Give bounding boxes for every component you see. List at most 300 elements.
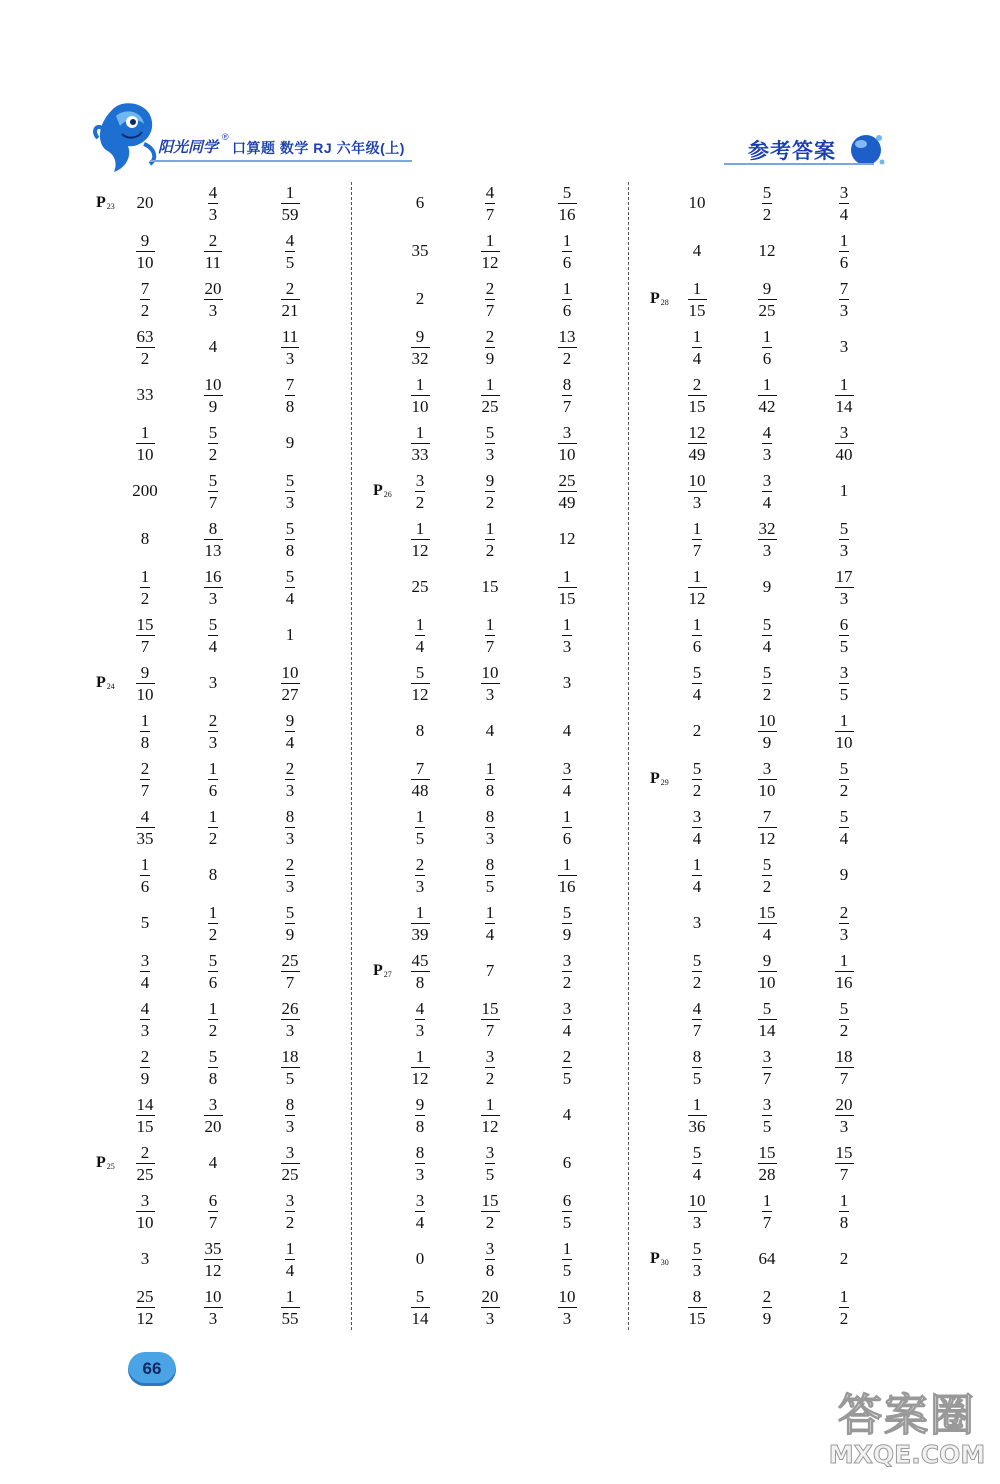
fraction-numerator: 25: [136, 1286, 154, 1306]
fraction-denominator: 10: [136, 684, 154, 704]
answer-cell: [737, 276, 797, 322]
fraction-numerator: 12: [688, 422, 706, 442]
answer-cell: [737, 996, 797, 1042]
fraction-numerator: 25: [558, 470, 576, 490]
answer-cell: [260, 1284, 320, 1330]
answer-cell: [390, 756, 450, 802]
integer-answer: 3: [208, 673, 218, 692]
fraction-denominator: 8: [415, 1116, 425, 1136]
fraction: [762, 664, 773, 703]
fraction-numerator: 5: [839, 806, 849, 826]
fraction-denominator: 7: [485, 300, 495, 320]
fraction: [692, 952, 703, 991]
fraction-denominator: 5: [562, 1260, 572, 1280]
fraction-numerator: 1: [692, 278, 702, 298]
fraction-denominator: 9: [762, 1308, 772, 1328]
fraction-numerator: 4: [208, 182, 218, 202]
fraction-numerator: 3: [285, 1142, 295, 1162]
fraction: [411, 904, 430, 943]
fraction-denominator: 4: [762, 636, 772, 656]
fraction-denominator: 9: [485, 348, 495, 368]
fraction: [415, 616, 426, 655]
answer-cell: [115, 1188, 175, 1234]
fraction: [758, 712, 777, 751]
fraction-numerator: 3: [285, 1190, 295, 1210]
fraction: [208, 1000, 219, 1039]
page-ref-number: 30: [660, 1257, 669, 1267]
fraction-numerator: 3: [692, 806, 702, 826]
answer-cell: [537, 420, 597, 466]
answer-cell: [115, 516, 175, 562]
fraction-denominator: 5: [762, 1116, 772, 1136]
fraction-denominator: 2: [839, 1308, 849, 1328]
fraction-denominator: 2: [208, 444, 218, 464]
fraction-denominator: 2: [562, 348, 572, 368]
answer-cell: [390, 180, 450, 226]
integer-answer: 4: [562, 721, 572, 740]
fraction-numerator: 5: [692, 662, 702, 682]
fraction: [204, 1240, 223, 1279]
answer-cell: [460, 660, 520, 706]
answer-cell: [183, 804, 243, 850]
fraction: [208, 424, 219, 463]
answer-cell: [737, 1044, 797, 1090]
fraction-numerator: 2: [140, 758, 150, 778]
answer-cell: [667, 564, 727, 610]
answer-cell: [115, 1092, 175, 1138]
integer-answer: 6: [562, 1153, 572, 1172]
fraction: [281, 1000, 300, 1039]
answer-cell: [260, 1092, 320, 1138]
fraction: [562, 616, 573, 655]
fraction: [839, 280, 850, 319]
answer-cell: [390, 996, 450, 1042]
fraction-numerator: 9: [140, 662, 150, 682]
answer-cell: [667, 612, 727, 658]
fraction-denominator: 14: [411, 1308, 429, 1328]
fraction: [136, 616, 155, 655]
fraction-numerator: 18: [281, 1046, 299, 1066]
answer-cell: [814, 996, 874, 1042]
answer-cell: [115, 1140, 175, 1186]
fraction: [485, 328, 496, 367]
fraction-denominator: 4: [839, 828, 849, 848]
fraction: [692, 760, 703, 799]
fraction: [415, 1000, 426, 1039]
fraction-numerator: 6: [562, 1190, 572, 1210]
fraction: [285, 1096, 296, 1135]
fraction-denominator: 2: [285, 1212, 295, 1232]
fraction-numerator: 1: [208, 998, 218, 1018]
fraction-numerator: 15: [835, 1142, 853, 1162]
fraction-denominator: 9: [285, 924, 295, 944]
answer-cell: [537, 276, 597, 322]
fraction: [692, 616, 703, 655]
fraction-numerator: 1: [839, 710, 849, 730]
column-divider: [351, 182, 352, 1330]
fraction-numerator: 20: [204, 278, 222, 298]
fraction-denominator: 7: [485, 1020, 495, 1040]
fraction-numerator: 1: [562, 854, 572, 874]
fraction-denominator: 2: [208, 1020, 218, 1040]
fraction: [285, 472, 296, 511]
fraction: [415, 808, 426, 847]
fraction-numerator: 8: [285, 806, 295, 826]
answer-cell: [183, 1236, 243, 1282]
fraction-denominator: 12: [411, 1068, 429, 1088]
fraction-numerator: 5: [562, 902, 572, 922]
answer-cell: [814, 1092, 874, 1138]
fraction-numerator: 1: [762, 1190, 772, 1210]
page-ref-number: 27: [383, 969, 392, 979]
answer-cell: [115, 324, 175, 370]
fraction: [285, 856, 296, 895]
fraction: [485, 280, 496, 319]
answer-cell: [737, 948, 797, 994]
fraction-denominator: 59: [281, 204, 299, 224]
fraction: [562, 376, 573, 415]
answer-cell: [737, 1188, 797, 1234]
answer-cell: [814, 180, 874, 226]
fraction-numerator: 5: [415, 1286, 425, 1306]
fraction-numerator: 9: [762, 950, 772, 970]
fraction-denominator: 20: [204, 1116, 222, 1136]
answer-cell: [814, 948, 874, 994]
answer-cell: [390, 1236, 450, 1282]
fraction-denominator: 4: [692, 1164, 702, 1184]
fraction-denominator: 2: [762, 204, 772, 224]
integer-answer: 8: [415, 721, 425, 740]
answer-cell: [115, 276, 175, 322]
page-ref-label: [373, 948, 392, 994]
fraction-numerator: 1: [415, 902, 425, 922]
answer-cell: [460, 1092, 520, 1138]
integer-answer: 4: [485, 721, 495, 740]
fraction-denominator: 9: [762, 732, 772, 752]
watermark: [822, 1392, 992, 1480]
fraction: [562, 808, 573, 847]
fraction-denominator: 10: [411, 396, 429, 416]
fraction-denominator: 2: [839, 780, 849, 800]
answer-cell: [390, 612, 450, 658]
fraction: [758, 808, 777, 847]
fraction-denominator: 12: [688, 588, 706, 608]
fraction-denominator: 7: [692, 540, 702, 560]
integer-answer: 64: [758, 1249, 776, 1268]
fraction: [558, 328, 577, 367]
fraction: [485, 1048, 496, 1087]
integer-answer: 25: [411, 577, 429, 596]
fraction-numerator: 10: [281, 662, 299, 682]
header-rule-right: [724, 163, 874, 165]
answer-cell: [183, 468, 243, 514]
fraction-numerator: 2: [762, 1286, 772, 1306]
fraction-numerator: 1: [562, 230, 572, 250]
fraction-denominator: 4: [562, 1020, 572, 1040]
fraction: [688, 280, 707, 319]
fraction-denominator: 4: [692, 828, 702, 848]
answer-cell: [737, 1284, 797, 1330]
fraction-denominator: 10: [835, 732, 853, 752]
fraction: [204, 232, 222, 271]
fraction-denominator: 4: [285, 1260, 295, 1280]
fraction-denominator: 3: [839, 924, 849, 944]
fraction-numerator: 5: [285, 566, 295, 586]
fraction: [281, 952, 300, 991]
integer-answer: 9: [762, 577, 772, 596]
answer-cell: [115, 468, 175, 514]
fraction: [839, 904, 850, 943]
answer-cell: [814, 756, 874, 802]
fraction-denominator: 16: [558, 204, 576, 224]
answer-cell: [260, 1044, 320, 1090]
answer-cell: [537, 756, 597, 802]
fraction-denominator: 49: [688, 444, 706, 464]
fraction: [481, 232, 500, 271]
fraction-denominator: 2: [485, 1068, 495, 1088]
fraction: [762, 1288, 773, 1327]
fraction: [835, 1144, 854, 1183]
fraction: [411, 664, 430, 703]
fraction-numerator: 2: [208, 230, 218, 250]
fraction: [411, 376, 430, 415]
fraction-numerator: 2: [485, 278, 495, 298]
fraction-numerator: 11: [281, 326, 299, 346]
fraction-denominator: 28: [758, 1164, 776, 1184]
answer-cell: [183, 276, 243, 322]
answer-cell: [260, 948, 320, 994]
fraction: [558, 568, 577, 607]
fraction-denominator: 4: [762, 492, 772, 512]
fraction: [839, 1288, 850, 1327]
fraction-numerator: 1: [140, 566, 150, 586]
fraction-numerator: 1: [762, 326, 772, 346]
fraction-numerator: 10: [204, 374, 222, 394]
fraction-denominator: 2: [208, 924, 218, 944]
fraction-numerator: 15: [481, 998, 499, 1018]
fraction: [208, 1048, 219, 1087]
answer-cell: [460, 1236, 520, 1282]
fraction: [835, 952, 854, 991]
fraction: [285, 904, 296, 943]
column-divider: [628, 182, 629, 1330]
fraction-numerator: 5: [285, 902, 295, 922]
fraction-numerator: 1: [692, 518, 702, 538]
fraction-denominator: 9: [140, 1068, 150, 1088]
fraction-numerator: 10: [758, 710, 776, 730]
fraction: [140, 1048, 151, 1087]
fraction-denominator: 16: [835, 972, 853, 992]
fraction-numerator: 7: [762, 806, 772, 826]
fraction-numerator: 1: [562, 278, 572, 298]
answer-cell: [667, 1044, 727, 1090]
fraction-numerator: 10: [688, 1190, 706, 1210]
section-title: 参考答案: [748, 139, 836, 163]
fraction: [411, 1288, 430, 1327]
watermark-logo-text: 答案圈: [838, 1390, 976, 1441]
answer-cell: [667, 180, 727, 226]
fraction-denominator: 2: [839, 1020, 849, 1040]
fraction-denominator: 2: [562, 972, 572, 992]
fraction-numerator: 26: [281, 998, 299, 1018]
fraction: [558, 1288, 577, 1327]
fraction-denominator: 3: [415, 1164, 425, 1184]
answer-cell: [390, 852, 450, 898]
fraction-numerator: 35: [204, 1238, 222, 1258]
answer-cell: [260, 324, 320, 370]
answer-cell: [390, 1044, 450, 1090]
fraction-numerator: 20: [481, 1286, 499, 1306]
fraction-denominator: 3: [285, 828, 295, 848]
fraction-numerator: 1: [485, 518, 495, 538]
fraction: [481, 1192, 500, 1231]
integer-answer: 2: [692, 721, 702, 740]
fraction-numerator: 1: [285, 1286, 295, 1306]
fraction-numerator: 4: [285, 230, 295, 250]
fraction-numerator: 1: [839, 374, 849, 394]
fraction: [411, 328, 430, 367]
fraction-denominator: 2: [415, 492, 425, 512]
fraction: [136, 1144, 155, 1183]
fraction: [485, 616, 496, 655]
fraction: [758, 952, 777, 991]
fraction-numerator: 1: [140, 710, 150, 730]
answer-cell: [737, 1092, 797, 1138]
fraction-denominator: 3: [208, 732, 218, 752]
fraction-numerator: 5: [485, 422, 495, 442]
fraction-numerator: 3: [140, 950, 150, 970]
fraction-numerator: 1: [562, 806, 572, 826]
fraction-numerator: 5: [692, 1142, 702, 1162]
fraction-numerator: 5: [839, 758, 849, 778]
fraction-numerator: 3: [485, 1046, 495, 1066]
fraction-denominator: 7: [839, 1068, 849, 1088]
integer-answer: 2: [839, 1249, 849, 1268]
answer-cell: [260, 756, 320, 802]
fraction: [136, 808, 155, 847]
fraction-numerator: 6: [839, 614, 849, 634]
answer-cell: [115, 420, 175, 466]
fraction-denominator: 35: [136, 828, 154, 848]
fraction-numerator: 1: [762, 374, 772, 394]
fraction-numerator: 8: [285, 1094, 295, 1114]
integer-answer: 8: [208, 865, 218, 884]
fraction-numerator: 8: [415, 1142, 425, 1162]
answer-cell: [115, 660, 175, 706]
answer-cell: [667, 516, 727, 562]
integer-answer: 3: [562, 673, 572, 692]
fraction: [411, 760, 430, 799]
answer-cell: [667, 948, 727, 994]
fraction: [758, 280, 777, 319]
fraction-numerator: 1: [692, 326, 702, 346]
fraction-denominator: 2: [208, 828, 218, 848]
answer-cell: [814, 372, 874, 418]
answer-cell: [667, 1188, 727, 1234]
integer-answer: 200: [132, 481, 158, 500]
fraction-denominator: 32: [411, 348, 429, 368]
answer-cell: [183, 228, 243, 274]
fraction-denominator: 21: [281, 300, 299, 320]
fraction: [204, 1288, 223, 1327]
fraction: [758, 520, 777, 559]
fraction: [136, 232, 155, 271]
fraction-denominator: 39: [411, 924, 429, 944]
fraction-numerator: 13: [558, 326, 576, 346]
header-rule-left: [150, 160, 412, 162]
fraction: [692, 1240, 703, 1279]
fraction-numerator: 3: [485, 1238, 495, 1258]
fraction: [481, 376, 500, 415]
fraction-denominator: 3: [285, 348, 295, 368]
fraction-denominator: 3: [285, 1020, 295, 1040]
fraction: [285, 1192, 296, 1231]
fraction: [758, 904, 777, 943]
integer-answer: 3: [140, 1249, 150, 1268]
answer-cell: [260, 1236, 320, 1282]
answer-cell: [537, 804, 597, 850]
fraction: [281, 664, 300, 703]
integer-answer: 4: [208, 1153, 218, 1172]
fraction-numerator: 15: [136, 614, 154, 634]
fraction: [758, 376, 777, 415]
answer-cell: [183, 1284, 243, 1330]
fraction-numerator: 2: [285, 854, 295, 874]
fraction-denominator: 8: [208, 1068, 218, 1088]
answer-cell: [737, 420, 797, 466]
answer-cell: [667, 660, 727, 706]
answer-cell: [183, 948, 243, 994]
fraction-denominator: 8: [415, 972, 425, 992]
answer-cell: [183, 516, 243, 562]
answer-cell: [737, 1140, 797, 1186]
fraction-denominator: 2: [485, 1212, 495, 1232]
fraction-numerator: 1: [140, 422, 150, 442]
fraction: [688, 472, 707, 511]
fraction-numerator: 1: [208, 902, 218, 922]
answer-cell: [260, 852, 320, 898]
answer-cell: [115, 852, 175, 898]
fraction-denominator: 11: [204, 252, 222, 272]
answer-cell: [183, 372, 243, 418]
fraction-numerator: 3: [839, 662, 849, 682]
page-ref-label: [96, 1140, 115, 1186]
fraction-numerator: 15: [758, 1142, 776, 1162]
fraction-denominator: 4: [415, 1212, 425, 1232]
fraction: [204, 376, 223, 415]
answer-cell: [460, 756, 520, 802]
answer-cell: [667, 708, 727, 754]
fraction: [562, 1240, 573, 1279]
answer-cell: [537, 324, 597, 370]
answer-cell: [737, 900, 797, 946]
answer-cell: [814, 1140, 874, 1186]
fraction-numerator: 2: [208, 710, 218, 730]
answer-cell: [183, 660, 243, 706]
answer-cell: [260, 1140, 320, 1186]
fraction: [481, 664, 500, 703]
fraction-numerator: 2: [839, 902, 849, 922]
fraction-numerator: 10: [558, 1286, 576, 1306]
fraction-numerator: 3: [839, 422, 849, 442]
fraction: [692, 1144, 703, 1183]
answer-cell: [260, 468, 320, 514]
answer-cell: [737, 852, 797, 898]
answer-cell: [667, 852, 727, 898]
fraction-numerator: 1: [140, 854, 150, 874]
answer-cell: [460, 1140, 520, 1186]
fraction-denominator: 3: [692, 1260, 702, 1280]
